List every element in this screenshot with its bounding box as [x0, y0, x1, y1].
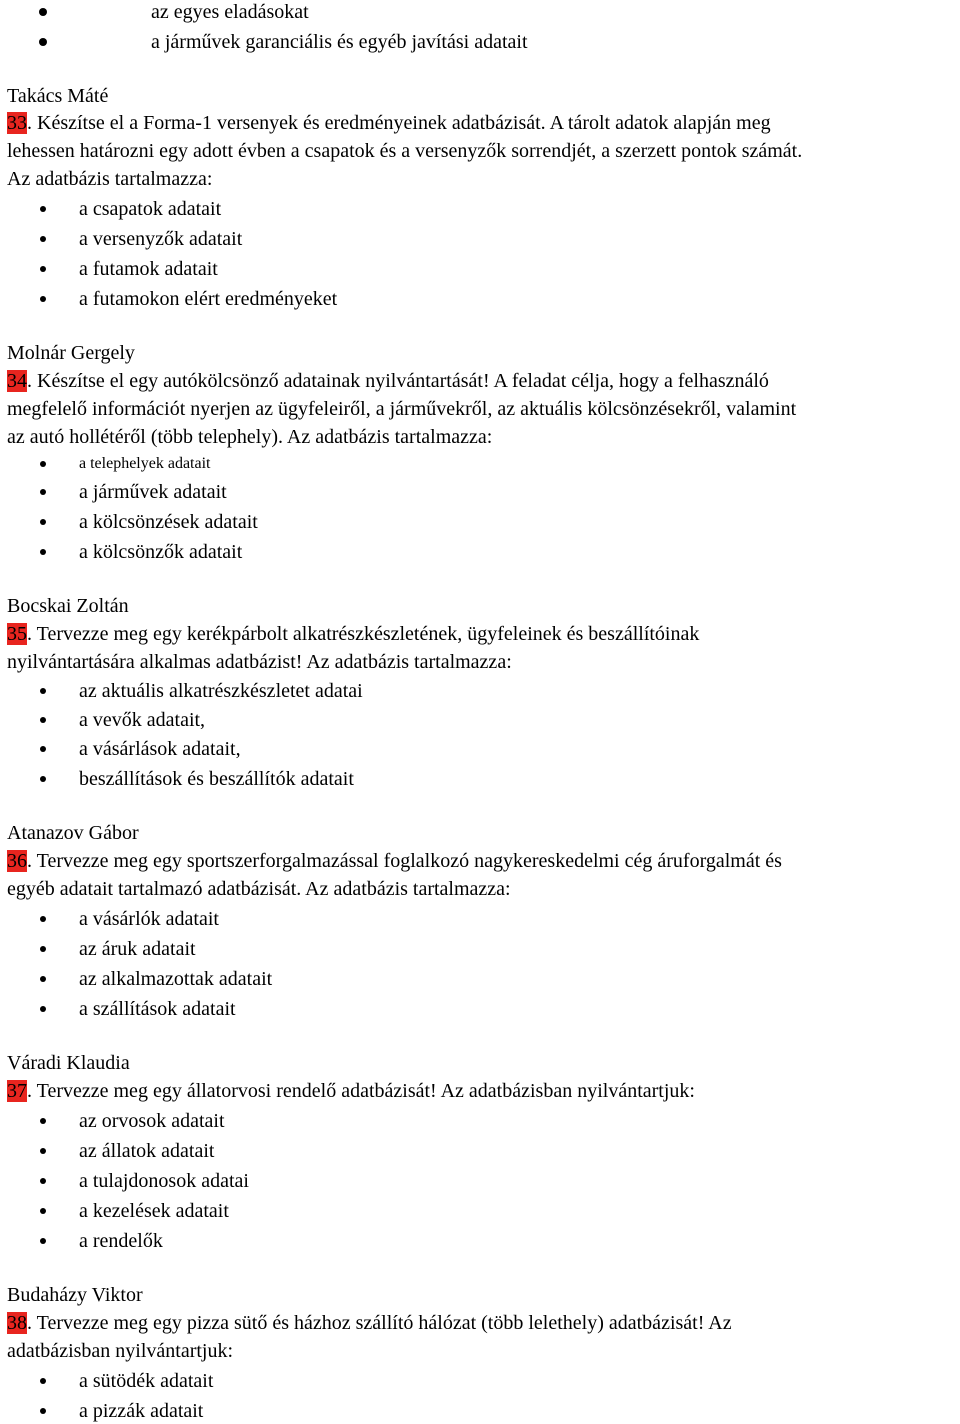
- task-author: Atanazov Gábor: [7, 822, 139, 844]
- list-item: a rendelők: [79, 1230, 163, 1252]
- list-item: a futamok adatait: [79, 258, 218, 280]
- list-item: a kölcsönzők adatait: [79, 541, 243, 563]
- task-line: [7, 849, 782, 873]
- task-line: az autó hollétéről (több telephely). Az adatbázis tartalmazza:: [7, 426, 493, 448]
- task-number: 34: [7, 370, 27, 392]
- task-line: [7, 1079, 695, 1103]
- list-item: a versenyzők adatait: [79, 228, 243, 250]
- list-item: a vásárlások adatait,: [79, 738, 241, 760]
- task-number: 36: [7, 850, 27, 872]
- list-item: a csapatok adatait: [79, 198, 222, 220]
- list-item: az aktuális alkatrészkészletet adatai: [79, 680, 363, 702]
- task-number: 37: [7, 1080, 27, 1102]
- list-item: a járművek garanciális és egyéb javítási adatait: [151, 31, 528, 53]
- task-line: lehessen határozni egy adott évben a csapatok és a versenyzők sorrendjét, a szerzett pontok számát.: [7, 140, 803, 162]
- task-author: Budaházy Viktor: [7, 1284, 143, 1306]
- list-item: a sütödék adatait: [79, 1370, 214, 1392]
- task-line: [7, 1311, 732, 1335]
- list-item: a járművek adatait: [79, 481, 227, 503]
- task-author: Molnár Gergely: [7, 342, 135, 364]
- task-text: . Készítse el egy autókölcsönző adatainak nyilvántartását! A feladat célja, hogy a felhasználó: [27, 370, 769, 392]
- list-item: a kezelések adatait: [79, 1200, 229, 1222]
- task-author: Bocskai Zoltán: [7, 595, 129, 617]
- list-item: az alkalmazottak adatait: [79, 968, 273, 990]
- list-item: az állatok adatait: [79, 1140, 215, 1162]
- task-line: adatbázisban nyilvántartjuk:: [7, 1340, 234, 1362]
- list-item: a vásárlók adatait: [79, 908, 219, 930]
- list-item: a telephelyek adatait: [79, 455, 211, 472]
- task-author: Váradi Klaudia: [7, 1052, 130, 1074]
- list-item: a futamokon elért eredményeket: [79, 288, 338, 310]
- list-item: a vevők adatait,: [79, 709, 206, 731]
- list-item: a pizzák adatait: [79, 1400, 204, 1422]
- list-item: az áruk adatait: [79, 938, 196, 960]
- task-line: [7, 622, 699, 646]
- task-line: [7, 369, 769, 393]
- task-text: . Tervezze meg egy állatorvosi rendelő adatbázisát! Az adatbázisban nyilvántartjuk:: [27, 1080, 695, 1102]
- task-line: Az adatbázis tartalmazza:: [7, 168, 213, 190]
- task-number: 35: [7, 623, 27, 645]
- list-item: az egyes eladásokat: [151, 1, 309, 23]
- task-number: 38: [7, 1312, 27, 1334]
- task-number: 33: [7, 112, 27, 134]
- task-line: egyéb adatait tartalmazó adatbázisát. Az adatbázis tartalmazza:: [7, 878, 511, 900]
- task-text: . Tervezze meg egy sportszerforgalmazással foglalkozó nagykereskedelmi cég áruforgalmát és: [27, 850, 782, 872]
- task-text: . Készítse el a Forma-1 versenyek és eredményeinek adatbázisát. A tárolt adatok alapján meg: [27, 112, 771, 134]
- list-item: az orvosok adatait: [79, 1110, 225, 1132]
- task-text: . Tervezze meg egy kerékpárbolt alkatrészkészletének, ügyfeleinek és beszállítóinak: [27, 623, 700, 645]
- list-item: a kölcsönzések adatait: [79, 511, 258, 533]
- task-text: . Tervezze meg egy pizza sütő és házhoz szállító hálózat (több lelethely) adatbázisát! Az: [27, 1312, 732, 1334]
- task-line: megfelelő információt nyerjen az ügyfeleiről, a járművekről, az aktuális kölcsönzésekről, valamint: [7, 398, 797, 420]
- task-line: nyilvántartására alkalmas adatbázist! Az adatbázis tartalmazza:: [7, 651, 512, 673]
- list-item: a szállítások adatait: [79, 998, 236, 1020]
- list-item: a tulajdonosok adatai: [79, 1170, 249, 1192]
- task-line: [7, 111, 771, 135]
- task-author: Takács Máté: [7, 85, 109, 107]
- list-item: beszállítások és beszállítók adatait: [79, 768, 354, 790]
